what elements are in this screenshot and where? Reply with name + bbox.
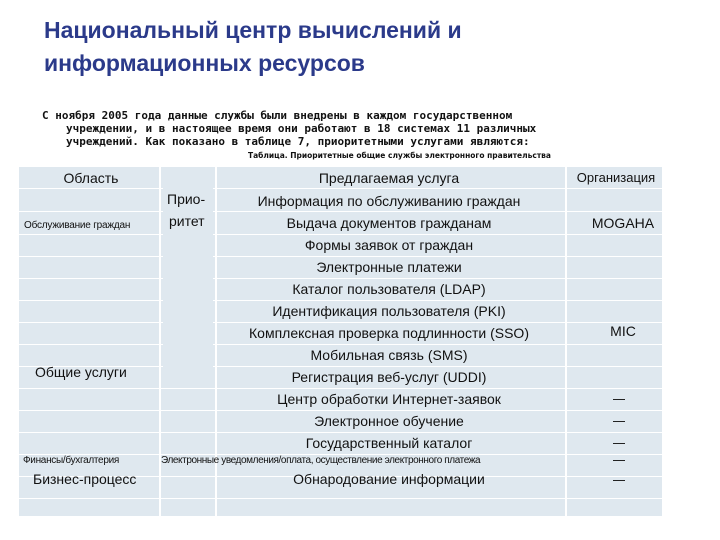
area-common-services: Общие услуги — [35, 364, 127, 380]
intro-line-1: С ноября 2005 года данные службы были внедрены в каждом государственном — [42, 109, 513, 122]
priority-label-line-1: Прио- — [167, 191, 206, 207]
service-item: Формы заявок от граждан — [304, 237, 474, 253]
org-mic: MIC — [610, 323, 636, 339]
dash-icon — [613, 480, 625, 481]
area-finance: Финансы/бухгалтерия — [23, 455, 119, 466]
title-line-1: Национальный центр вычислений и — [44, 17, 462, 43]
page-title — [44, 14, 644, 80]
service-item: Электронные уведомления/оплата, осуществление электронного платежа — [161, 455, 481, 466]
service-item: Выдача документов гражданам — [286, 215, 492, 231]
title-line-2: информационных ресурсов — [44, 50, 365, 76]
area-business-process: Бизнес-процесс — [33, 471, 137, 487]
service-item: Электронное обучение — [314, 413, 464, 429]
org-mogaha: MOGAHA — [591, 215, 655, 231]
dash-icon — [613, 421, 625, 422]
service-item: Комплексная проверка подлинности (SSO) — [249, 325, 529, 341]
dash-icon — [613, 443, 625, 444]
intro-line-2: учреждении, и в настоящее время они работают в 18 системах 11 различных — [66, 122, 537, 135]
service-item: Идентификация пользователя (PKI) — [272, 303, 506, 319]
dash-icon — [613, 460, 625, 461]
table-caption: Таблица. Приоритетные общие службы электронного правительства — [248, 151, 551, 160]
intro-paragraph — [42, 109, 642, 148]
header-org: Организация — [576, 170, 656, 185]
service-item: Мобильная связь (SMS) — [310, 347, 468, 363]
intro-line-3: учреждений. Как показано в таблице 7, приоритетными услугами являются: — [66, 135, 530, 148]
service-item: Электронные платежи — [316, 259, 462, 275]
area-citizen-services: Обслуживание граждан — [24, 220, 131, 231]
service-item: Обнародование информации — [293, 471, 485, 487]
service-item: Информация по обслуживанию граждан — [257, 193, 521, 209]
header-area: Область — [63, 170, 119, 186]
header-service: Предлагаемая услуга — [318, 170, 460, 186]
service-item: Регистрация веб-услуг (UDDI) — [291, 369, 487, 385]
dash-icon — [613, 399, 625, 400]
services-table — [19, 167, 662, 516]
service-item: Каталог пользователя (LDAP) — [292, 281, 486, 297]
service-item: Центр обработки Интернет-заявок — [277, 391, 501, 407]
priority-label-line-2: ритет — [169, 213, 205, 229]
service-item: Государственный каталог — [305, 435, 473, 451]
